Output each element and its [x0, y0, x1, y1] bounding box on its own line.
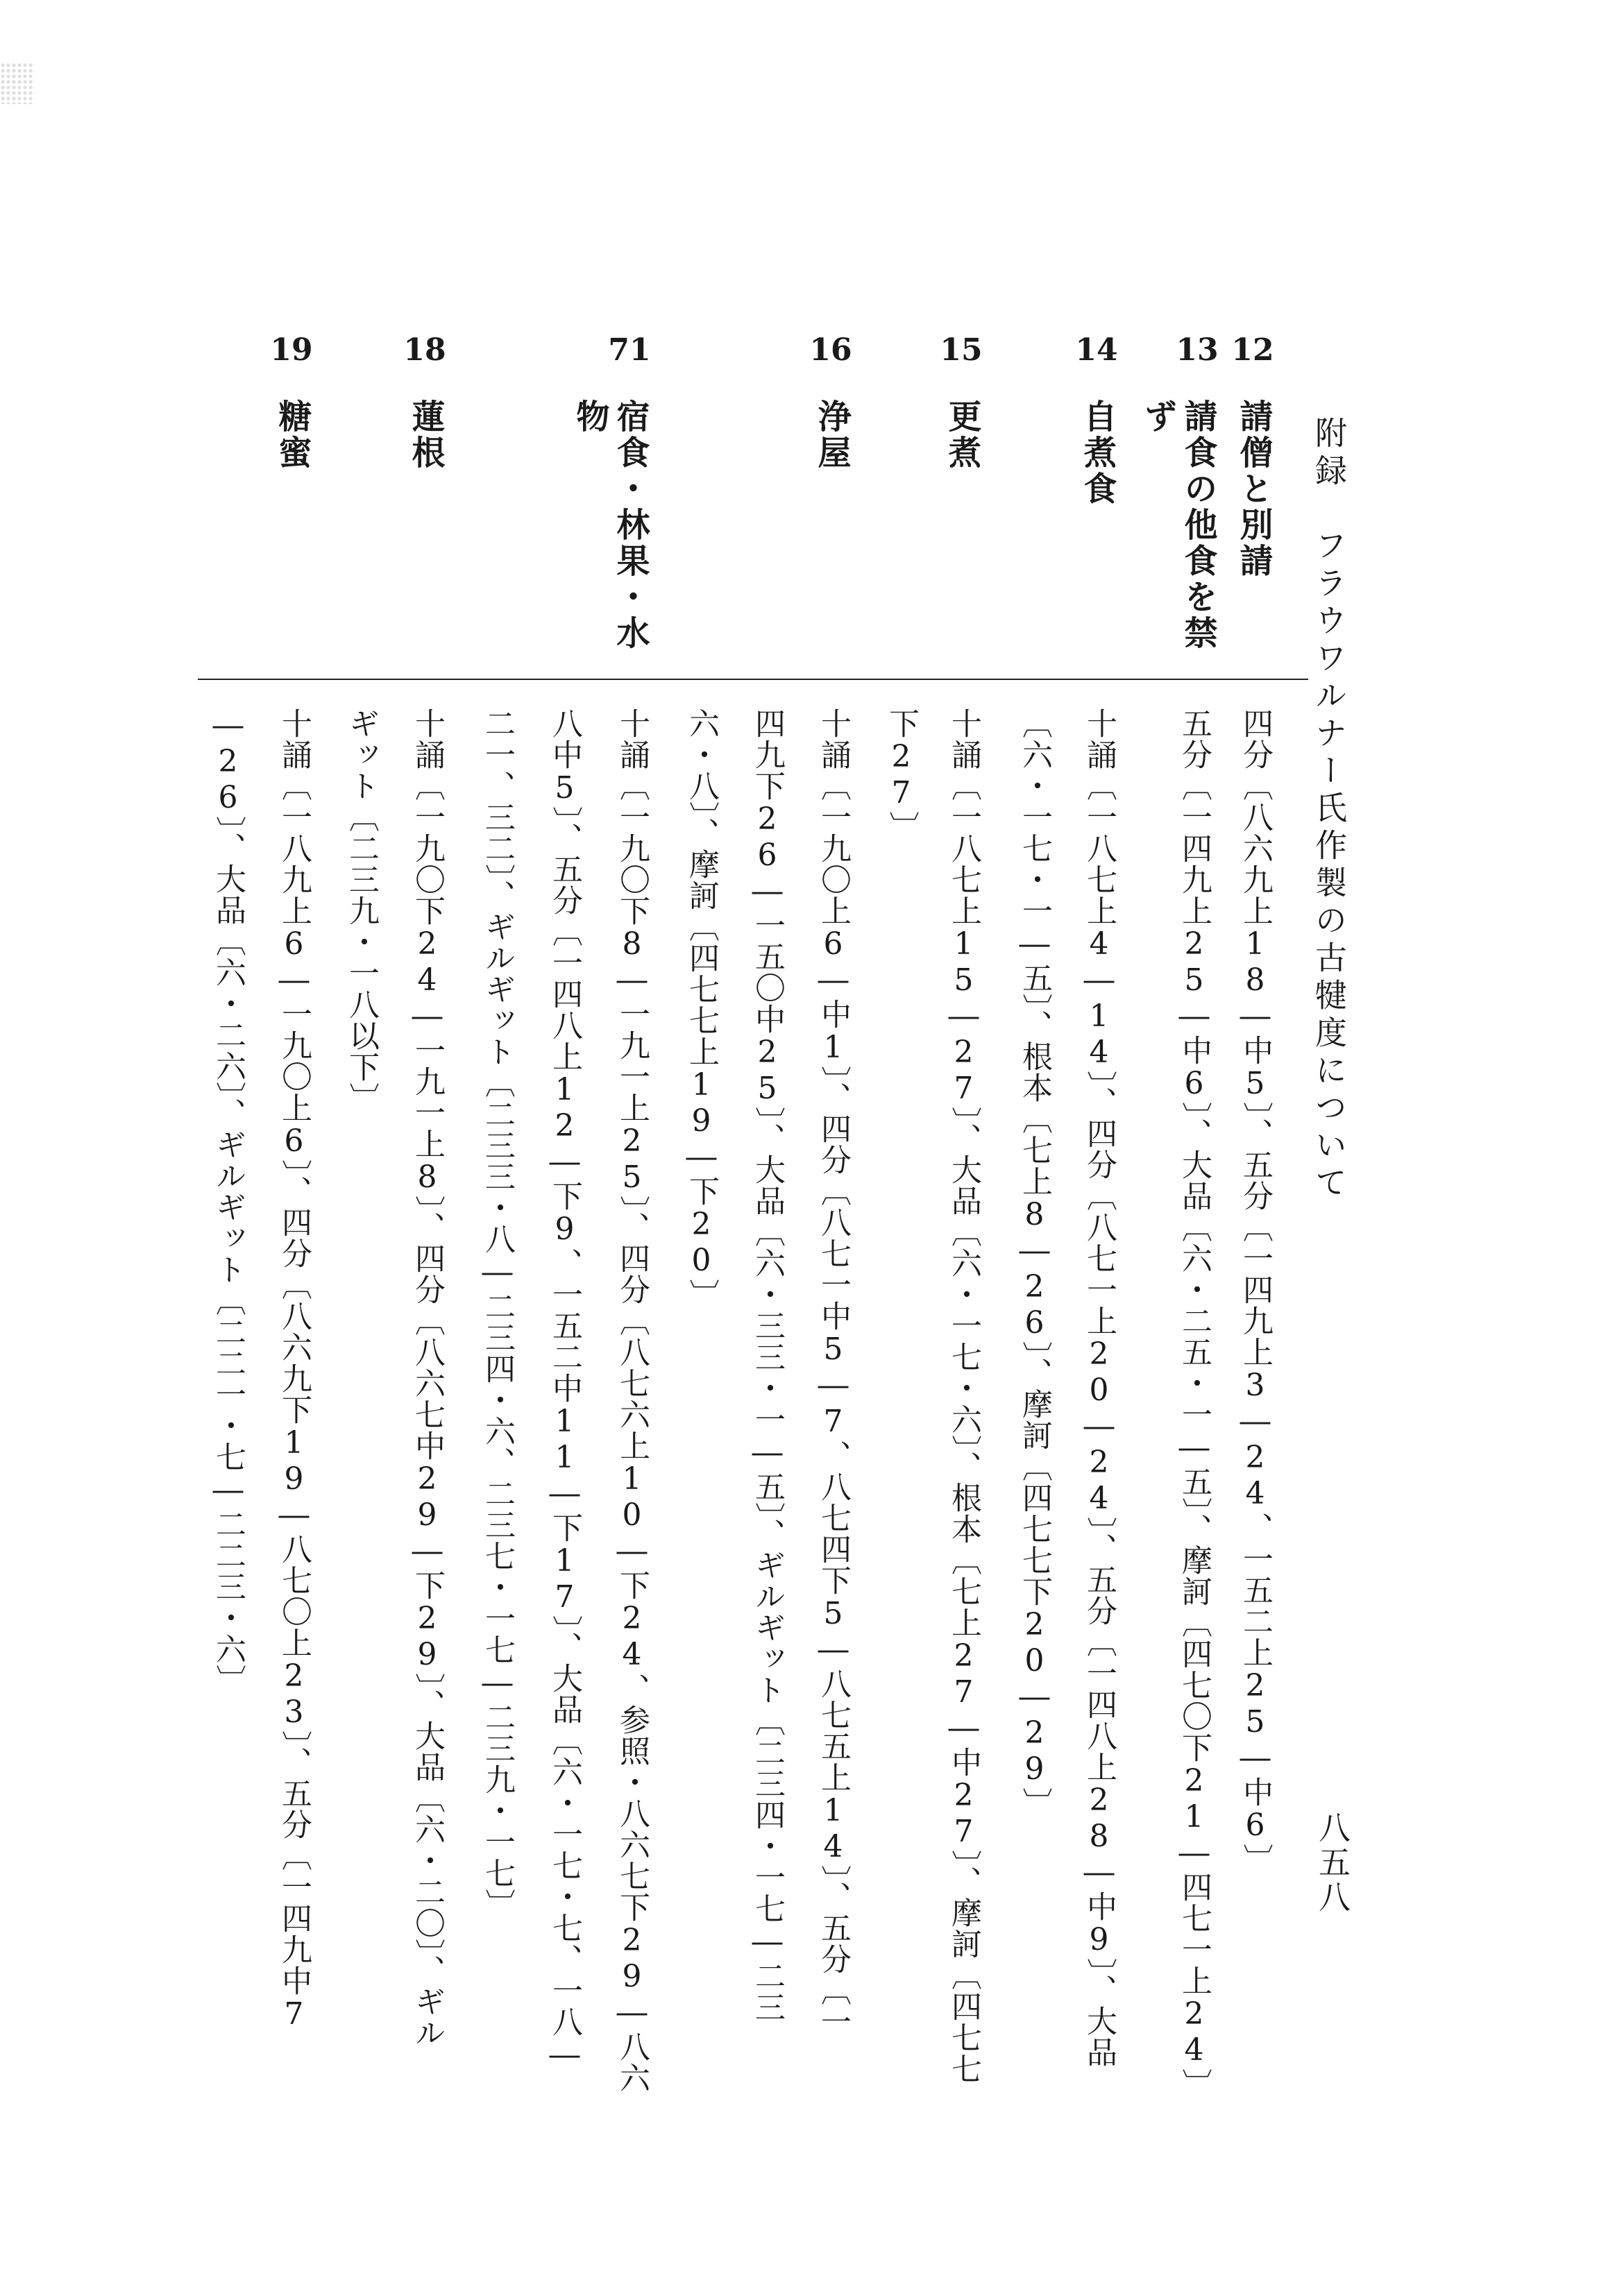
- entry-citation-continued: 六・八〕、摩訶〔四七七上19―下20〕: [684, 708, 719, 1310]
- scan-speck: [0, 62, 35, 104]
- entry-number: 13: [1176, 332, 1219, 368]
- entry-number: 18: [403, 332, 446, 368]
- entry-number: 16: [809, 332, 852, 368]
- entry-number: 19: [270, 332, 313, 368]
- entry-term: 請食の他食を禁: [1178, 399, 1217, 652]
- entry-citation: 四分〔八六九上18―中5〕、五分〔一四九上3―24、一五二上25―中6〕: [1237, 708, 1273, 1875]
- entry-citation: 十誦〔一八七上4―14〕、四分〔八七一上20―24〕、五分〔一四八上28―中9〕、大品: [1081, 708, 1117, 2068]
- entry-term: 糖蜜: [273, 399, 312, 471]
- entry-citation-continued: 四九下26―一五〇中25〕、大品〔六・三三・一―五〕、ギルギット〔二三四・一七―二三: [750, 708, 785, 2023]
- entry-citation-continued: ギット〔二三九・一八以下〕: [344, 708, 379, 1114]
- entry-citation: 十誦〔一九〇下8―一九一上25〕、四分〔八七六上10―下24、参照・八六七下29―八六: [614, 708, 650, 2093]
- page-number: 八五八: [1314, 1811, 1351, 1915]
- entry-citation-continued: ―26〕、大品〔六・二六〕、ギルギット〔二二一・七―二二三・六〕: [210, 708, 246, 1696]
- entry-number: 14: [1075, 332, 1118, 368]
- entry-citation: 十誦〔一八九上6―一九〇上6〕、四分〔八六九下19―八七〇上23〕、五分〔一四九中7: [276, 708, 312, 2032]
- running-header-title: 附録 フラウワルナー氏作製の古犍度について: [1310, 416, 1348, 1203]
- entry-citation: 十誦〔一九〇上6―中1〕、四分〔八七一中5―7、八七四下5―八七五上14〕、五分〔一: [815, 708, 851, 2037]
- entry-number: 15: [940, 332, 983, 368]
- entry-term-continued: ず: [1138, 399, 1177, 435]
- entry-citation: 十誦〔一八七上15―27〕、大品〔六・一七・六〕、根本〔七上27―中27〕、摩訶〔四七七: [946, 708, 981, 2084]
- section-divider: [198, 679, 1308, 680]
- entry-number: 71: [608, 332, 651, 368]
- entry-term: 請僧と別請: [1234, 399, 1273, 579]
- entry-citation-continued: 下27〕: [883, 708, 919, 842]
- entry-term: 自煮食: [1078, 399, 1117, 507]
- entry-term: 蓮根: [406, 399, 445, 471]
- entry-term: 更煮: [942, 399, 981, 471]
- entry-number: 12: [1231, 332, 1274, 368]
- entry-term: 宿食・林果・水: [611, 399, 650, 652]
- entry-citation-continued: 二一、三二〕、ギルギット〔二三三・八―二三四・六、二三七・一七―二三九・一七〕: [480, 708, 515, 1920]
- entry-term-continued: 物: [570, 399, 609, 435]
- entry-citation: 十誦〔一九〇下24―一九一上8〕、四分〔八六七中29―下29〕、大品〔六・二〇〕、ギル: [409, 708, 445, 2048]
- entry-term: 浄屋: [812, 399, 851, 471]
- entry-citation-continued: 〔六・一七・一―五〕、根本〔七上8―26〕、摩訶〔四七七下20―29〕: [1017, 708, 1052, 1819]
- entry-citation: 五分〔一四九上25―中6〕、大品〔六・二五・一―五〕、摩訶〔四七〇下21―四七一上24〕: [1176, 708, 1212, 2100]
- entry-citation-continued: 八中5〕、五分〔一四八上12―下9、一五二中11―下17〕、大品〔六・一七・七、一八―: [547, 708, 582, 2073]
